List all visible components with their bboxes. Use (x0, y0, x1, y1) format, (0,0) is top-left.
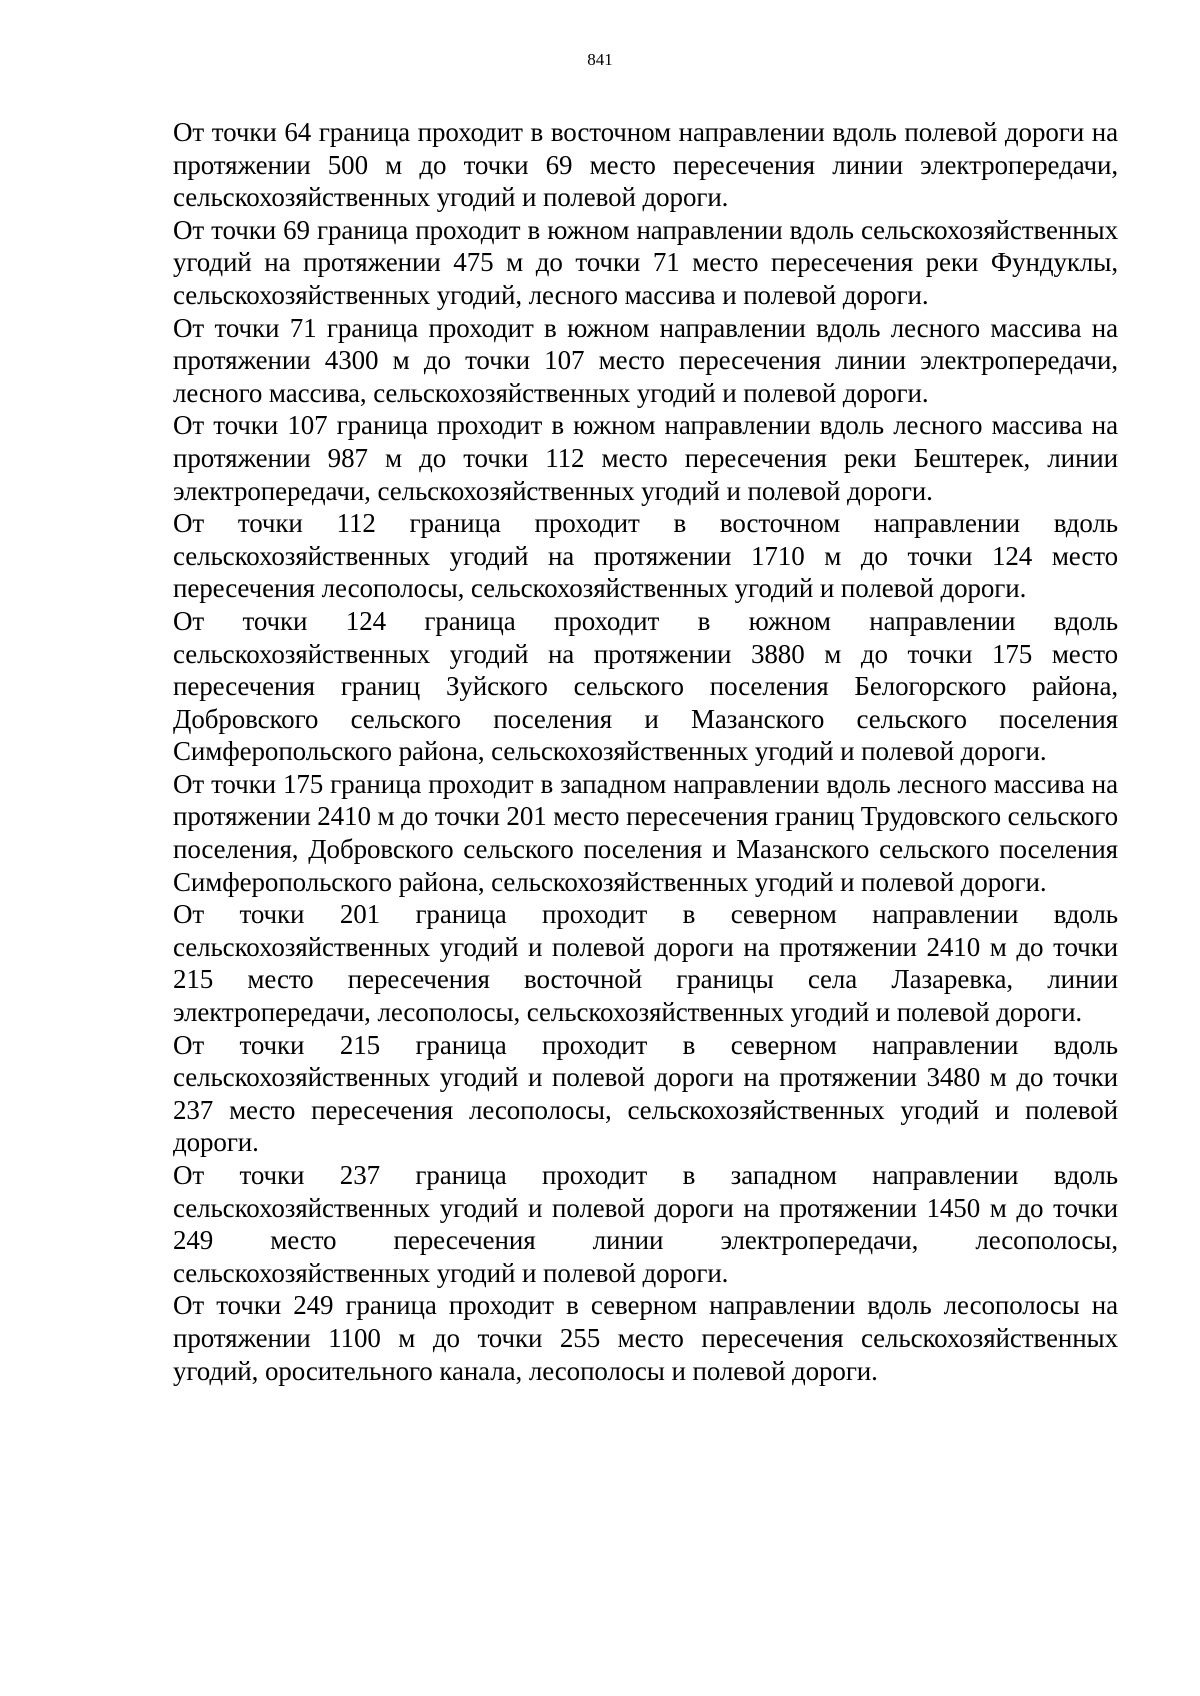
page-number: 841 (587, 50, 613, 69)
paragraph-point-249: От точки 249 граница проходит в северном направлении вдоль лесополосы на протяжении 1100 м до точки 255 место пересечения сельскохозяйственных угодий, оросительного канала, лесополосы и полевой дороги. (173, 1290, 1118, 1386)
paragraph-point-175: От точки 175 граница проходит в западном направлении вдоль лесного массива на протяжении 2410 м до точки 201 место пересечения границ Трудовского сельского поселения, Добровского сельского поселения и Мазанского сельского поселения Симферопольского района, сельскохозяйственных угодий и полевой дороги. (173, 768, 1118, 897)
paragraph-point-237: От точки 237 граница проходит в западном направлении вдоль сельскохозяйственных угодий и полевой дороги на протяжении 1450 м до точки 249 место пересечения линии электропередачи, лесополосы, сельскохозяйственных угодий и полевой дороги. (173, 1160, 1118, 1288)
paragraph-point-215: От точки 215 граница проходит в северном направлении вдоль сельскохозяйственных угодий и полевой дороги на протяжении 3480 м до точки 237 место пересечения лесополосы, сельскохозяйственных угодий и полевой дороги. (173, 1029, 1118, 1158)
document-body (173, 116, 1118, 1387)
paragraph-point-201: От точки 201 граница проходит в северном направлении вдоль сельскохозяйственных угодий и полевой дороги на протяжении 2410 м до точки 215 место пересечения восточной границы села Лазаревка, линии электропередачи, лесополосы, сельскохозяйственных угодий и полевой дороги. (173, 899, 1118, 1028)
paragraph-point-124: От точки 124 граница проходит в южном направлении вдоль сельскохозяйственных угодий на протяжении 3880 м до точки 175 место пересечения границ Зуйского сельского поселения Белогорского района, Добровского сельского поселения и Мазанского сельского поселения Симферопольского района, сельскохозяйственных угодий и полевой дороги. (173, 605, 1118, 767)
paragraph-point-64: От точки 64 граница проходит в восточном направлении вдоль полевой дороги на протяжении 500 м до точки 69 место пересечения линии электропередачи, сельскохозяйственных угодий и полевой дороги. (173, 117, 1118, 213)
paragraph-point-71: От точки 71 граница проходит в южном направлении вдоль лесного массива на протяжении 4300 м до точки 107 место пересечения линии электропередачи, лесного массива, сельскохозяйственных угодий и полевой дороги. (173, 312, 1118, 408)
paragraph-point-112: От точки 112 граница проходит в восточном направлении вдоль сельскохозяйственных угодий на протяжении 1710 м до точки 124 место пересечения лесополосы, сельскохозяйственных угодий и полевой дороги. (173, 508, 1118, 604)
paragraph-point-69: От точки 69 граница проходит в южном направлении вдоль сельскохозяйственных угодий на протяжении 475 м до точки 71 место пересечения реки Фундуклы, сельскохозяйственных угодий, лесного массива и полевой дороги. (173, 214, 1118, 310)
paragraph-point-107: От точки 107 граница проходит в южном направлении вдоль лесного массива на протяжении 987 м до точки 112 место пересечения реки Бештерек, линии электропередачи, сельскохозяйственных угодий и полевой дороги. (173, 410, 1118, 506)
